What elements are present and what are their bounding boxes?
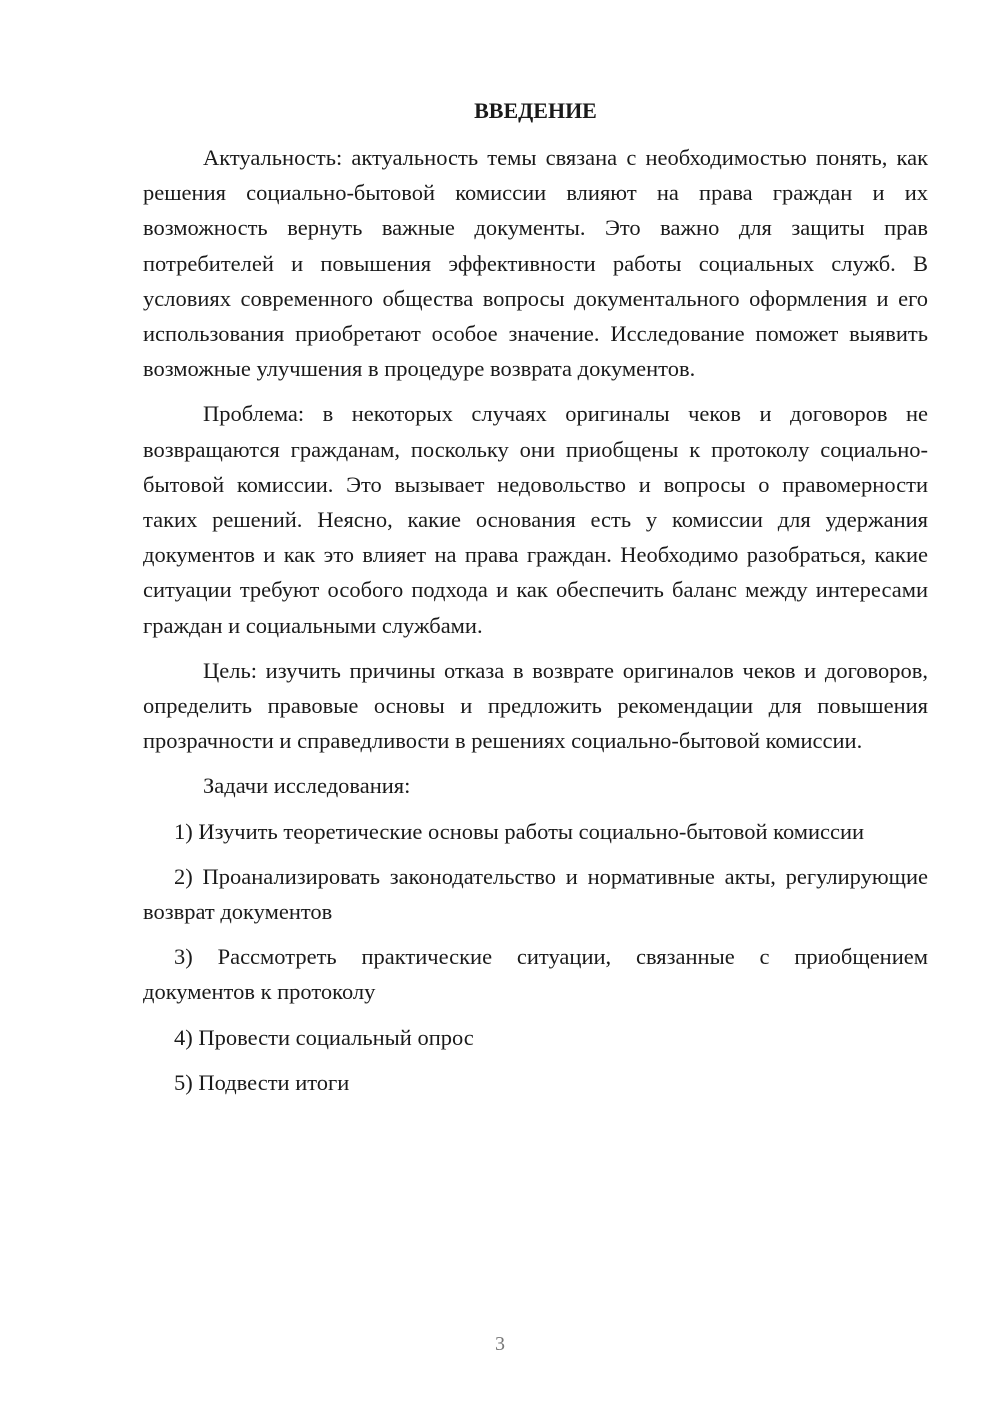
paragraph-relevance: Актуальность: актуальность темы связана с необходимостью понять, как решения социально-бытовой комиссии влияют на права граждан и их возможность вернуть важные документы. Это важно для защиты прав потребителей и повышения эффективности работы социальных служб. В условиях современного общества вопросы документального оформления и его использования приобретают особое значение. Исследование поможет выявить возможные улучшения в процедуре возврата документов. (143, 145, 928, 382)
paragraph-problem: Проблема: в некоторых случаях оригиналы чеков и договоров не возвращаются гражданам, поскольку они приобщены к протоколу социально-бытовой комиссии. Это вызывает недовольство и вопросы о правомерности таких решений. Неясно, какие основания есть у комиссии для удержания документов и как это влияет на права граждан. Необходимо разобраться, какие ситуации требуют особого подхода и как обеспечить баланс между интересами граждан и социальными службами. (143, 401, 928, 638)
paragraph-goal: Цель: изучить причины отказа в возврате оригиналов чеков и договоров, определить правовые основы и предложить рекомендации для повышения прозрачности и справедливости в решениях социально-бытовой комиссии. (143, 657, 928, 754)
page-number: 3 (495, 1333, 505, 1355)
task-item: 3) Рассмотреть практические ситуации, связанные с приобщением документов к протоколу (143, 944, 928, 1005)
page-title: ВВЕДЕНИЕ (474, 98, 597, 123)
task-item: 2) Проанализировать законодательство и нормативные акты, регулирующие возврат документов (143, 863, 928, 925)
task-item: 4) Провести социальный опрос (174, 1024, 474, 1050)
tasks-heading: Задачи исследования: (203, 773, 411, 799)
page-content (143, 96, 928, 1110)
task-item: 1) Изучить теоретические основы работы социально-бытовой комиссии (174, 818, 865, 844)
task-item: 5) Подвести итоги (174, 1069, 350, 1095)
